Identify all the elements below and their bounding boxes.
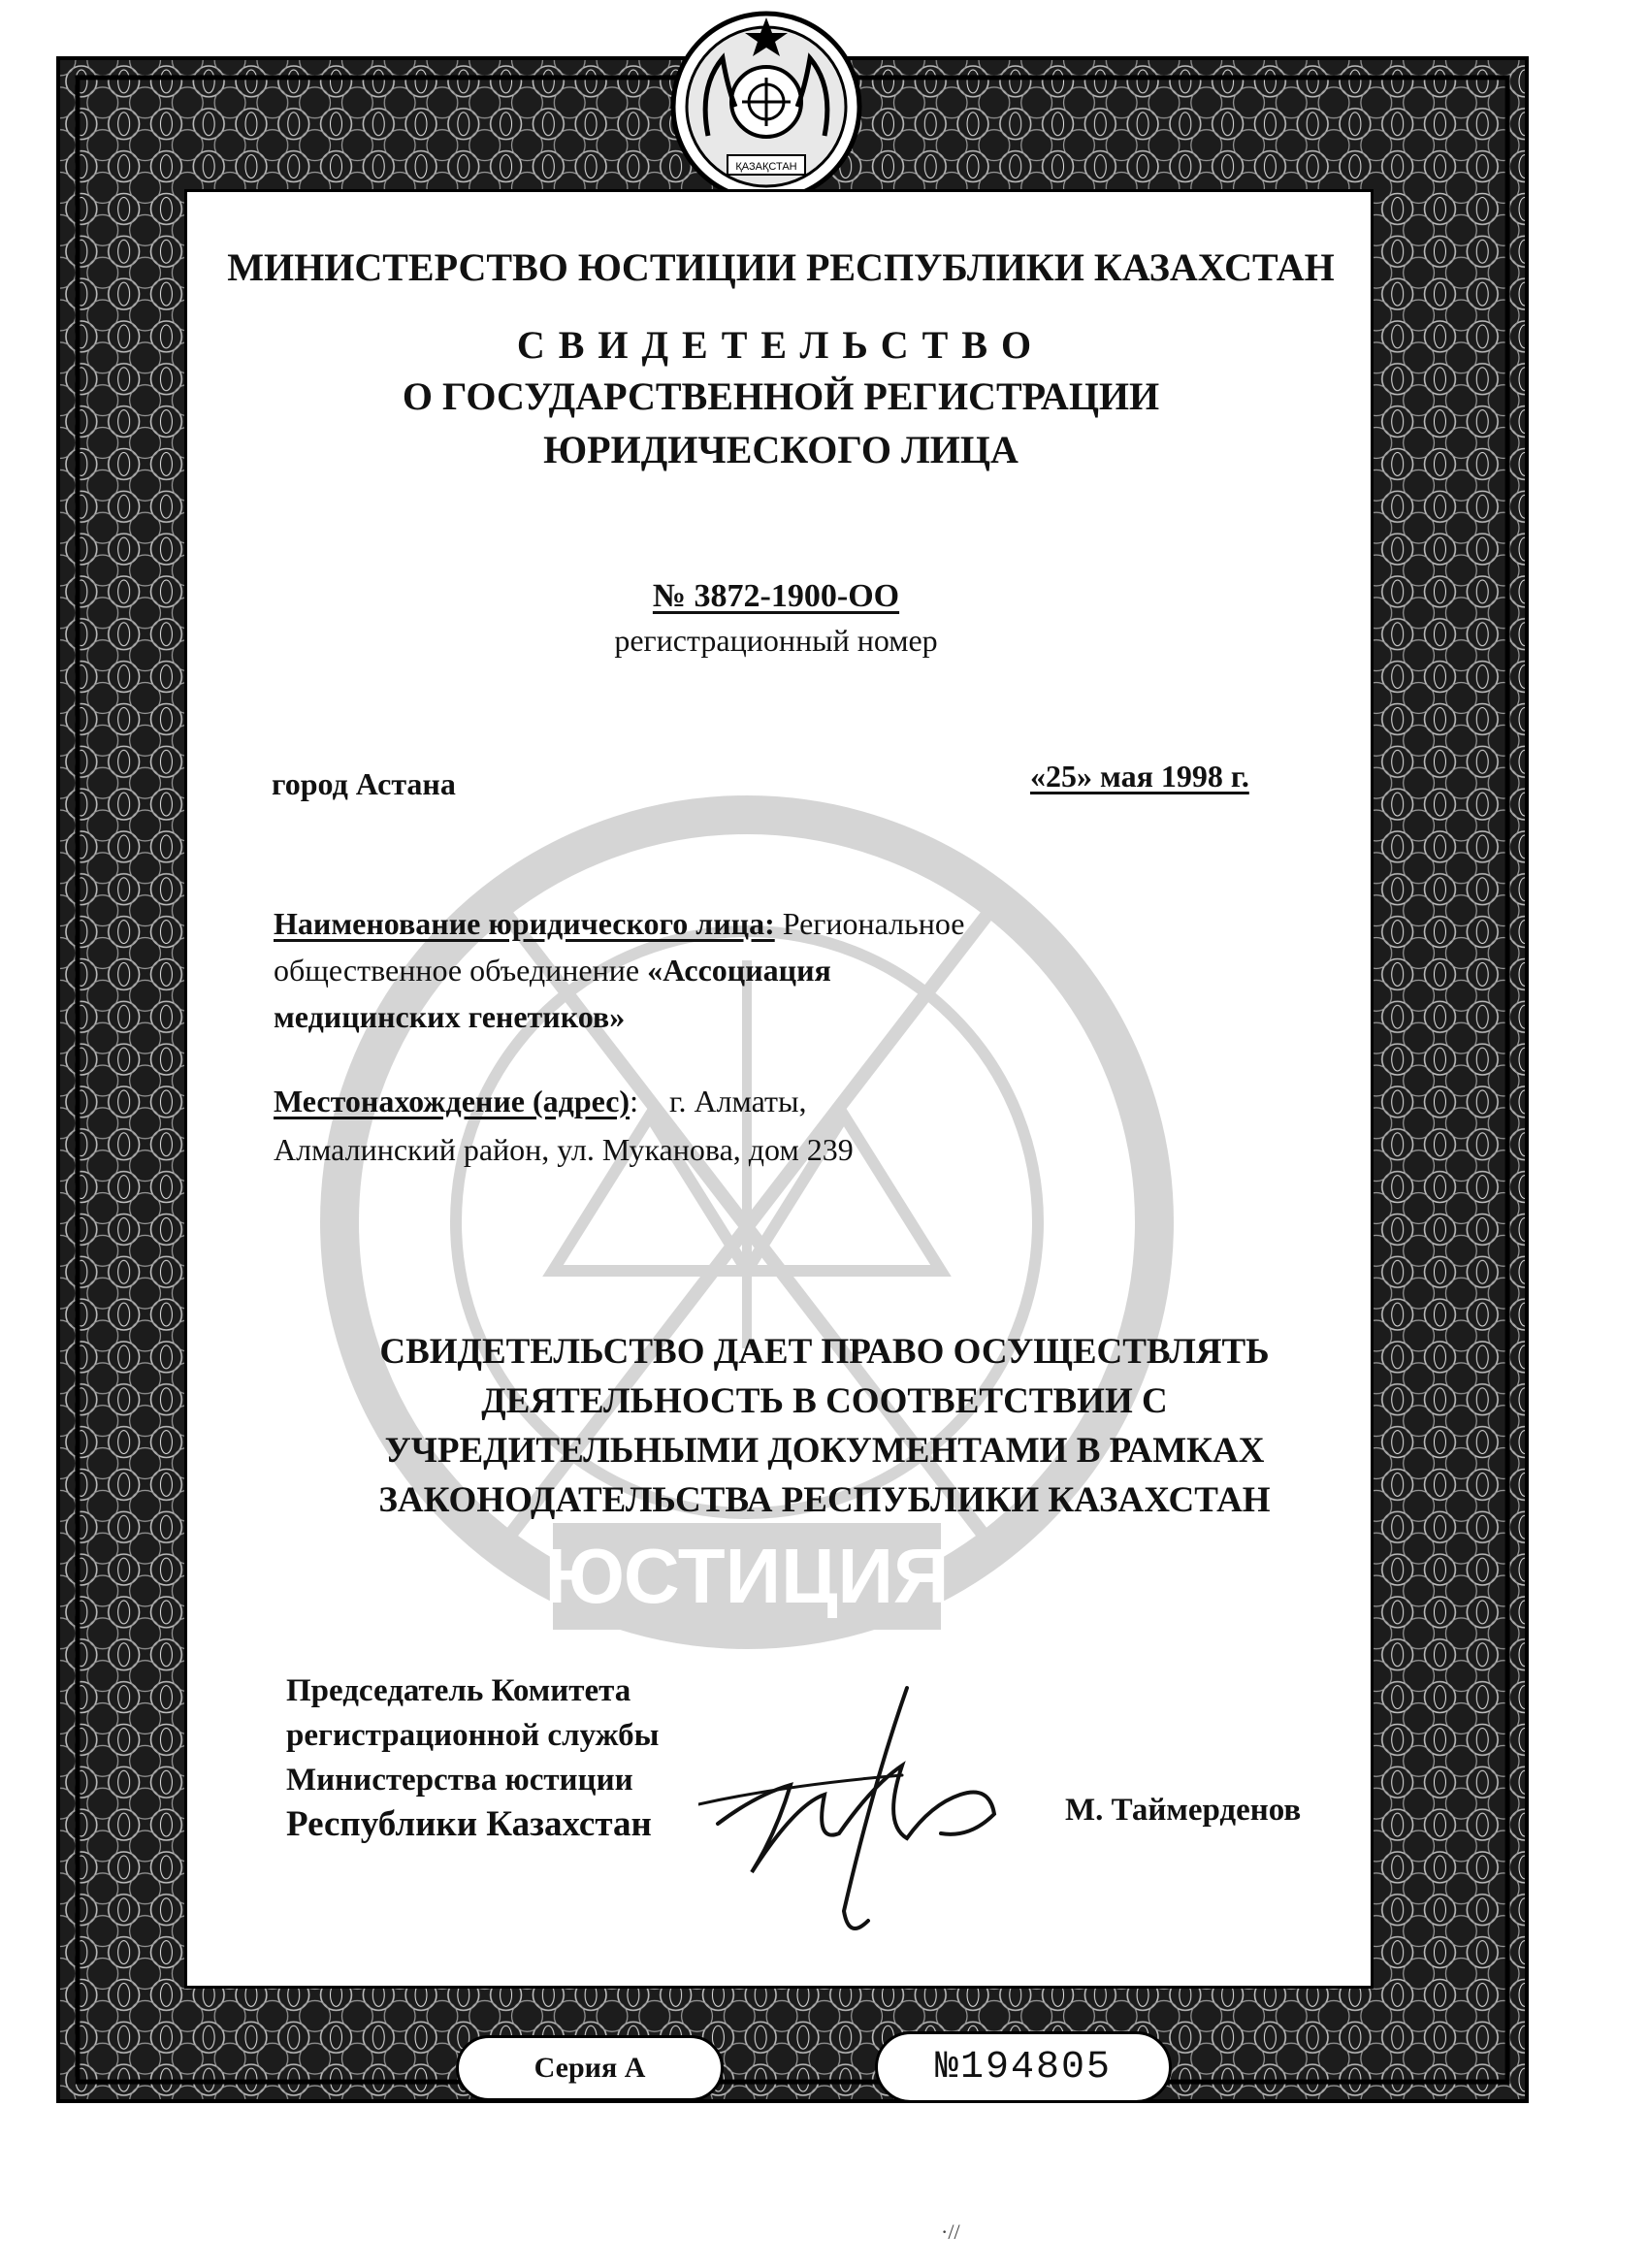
registration-number-caption: регистрационный номер	[614, 623, 938, 658]
issue-date: «25» мая 1998 г.	[1030, 759, 1249, 794]
certificate-subtitle-line1: О ГОСУДАРСТВЕННОЙ РЕГИСТРАЦИИ	[402, 374, 1160, 418]
entity-name-block	[274, 900, 1244, 1040]
footer-mark: ·//	[941, 2219, 960, 2244]
serial-number-pill	[875, 2031, 1172, 2103]
entity-name-part1: Региональное	[782, 906, 965, 941]
city: город Астана	[272, 766, 456, 801]
entity-name-part4: медицинских генетиков»	[274, 999, 626, 1034]
certificate-title: СВИДЕТЕЛЬСТВО	[516, 323, 1046, 367]
signatory-name: М. Таймерденов	[1065, 1793, 1302, 1828]
entity-name-label: Наименование юридического лица:	[274, 906, 775, 941]
state-emblem	[669, 10, 863, 204]
signatory-line4: Республики Казахстан	[286, 1804, 652, 1844]
series-label: Серия А	[534, 2052, 646, 2084]
handwritten-signature	[698, 1669, 1028, 1960]
rights-statement	[291, 1327, 1358, 1525]
entity-name-part3: «Ассоциация	[647, 953, 831, 988]
rights-line4: ЗАКОНОДАТЕЛЬСТВА РЕСПУБЛИКИ КАЗАХСТАН	[378, 1480, 1271, 1520]
address-label: Местонахождение (адрес)	[274, 1084, 630, 1118]
address-line2: Алмалинский район, ул. Муканова, дом 239	[274, 1132, 854, 1167]
signatory-title	[286, 1669, 659, 1847]
watermark-text: ЮСТИЦИЯ	[544, 1533, 950, 1619]
series-pill	[456, 2035, 724, 2101]
certificate-subtitle-line2: ЮРИДИЧЕСКОГО ЛИЦА	[543, 428, 1018, 471]
ministry-heading: МИНИСТЕРСТВО ЮСТИЦИИ РЕСПУБЛИКИ КАЗАХСТАН	[227, 245, 1335, 289]
signatory-line2: регистрационной службы	[286, 1718, 660, 1753]
rights-line1: СВИДЕТЕЛЬСТВО ДАЕТ ПРАВО ОСУЩЕСТВЛЯТЬ	[379, 1332, 1270, 1372]
registration-number: № 3872-1900-ОО	[652, 578, 900, 614]
address-colon: :	[630, 1084, 638, 1118]
rights-line3: УЧРЕДИТЕЛЬНЫМИ ДОКУМЕНТАМИ В РАМКАХ	[384, 1431, 1265, 1471]
emblem-text: ҚАЗАҚСТАН	[735, 161, 797, 173]
signatory-line1: Председатель Комитета	[286, 1673, 631, 1708]
address-block	[274, 1077, 1244, 1174]
serial-number: №194805	[934, 2045, 1113, 2090]
address-line1: г. Алматы,	[668, 1084, 807, 1118]
entity-name-part2: общественное объединение	[274, 953, 648, 988]
signatory-line3: Министерства юстиции	[286, 1763, 633, 1798]
rights-line2: ДЕЯТЕЛЬНОСТЬ В СООТВЕТСТВИИ С	[481, 1381, 1168, 1421]
